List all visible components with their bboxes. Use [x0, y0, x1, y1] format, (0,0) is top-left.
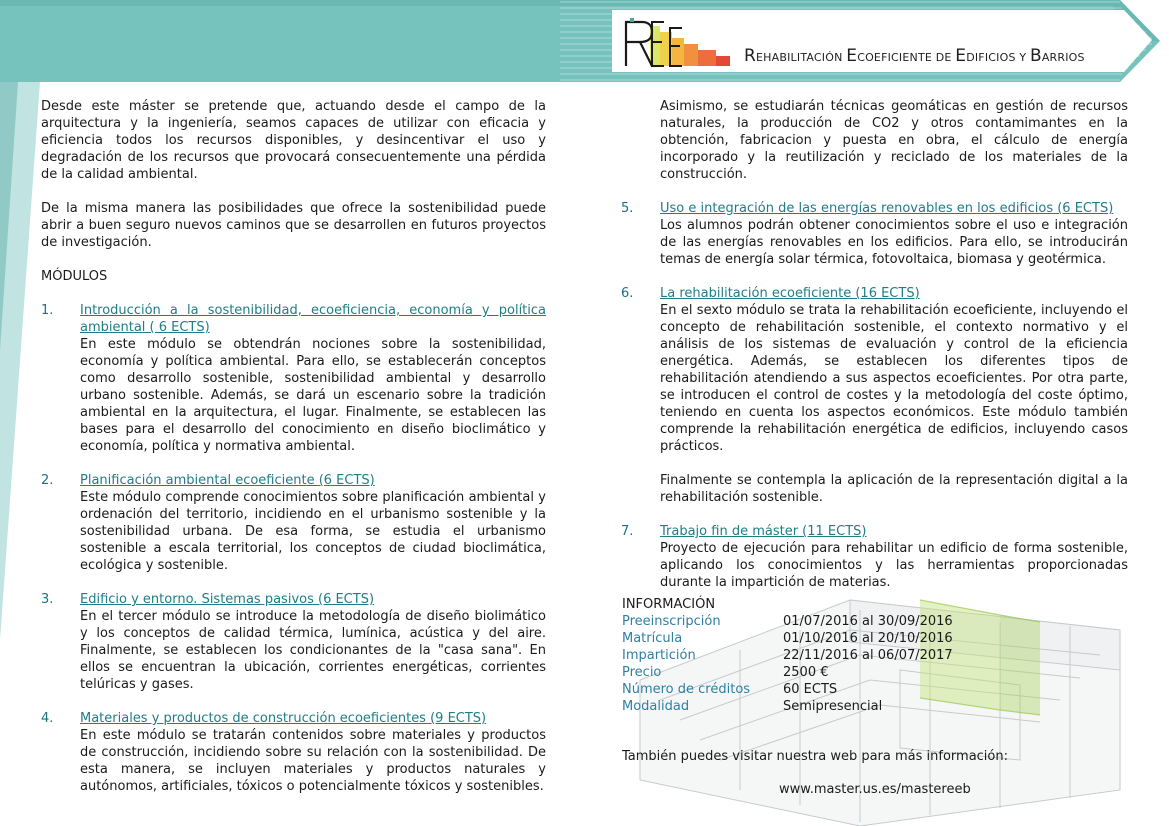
info-label: Modalidad — [622, 699, 690, 714]
module-number: 6. — [621, 286, 634, 301]
info-value: Semipresencial — [783, 699, 883, 714]
left-column — [41, 98, 546, 795]
module-description: Asimismo, se estudiarán técnicas geomáticas en gestión de recursos naturales, la producción de CO2 y otros contamimantes en la obtención, fabricacion y puesta en obra, el cálculo de energía incorporado y la reutilización y reciclado de los materiales de la construcción. — [660, 99, 1128, 182]
module-description: Los alumnos podrán obtener conocimientos sobre el uso e integración de las energías renovables en los edificios. Para ello, se introducirán temas de energía solar térmica, fotovoltaica, biomasa y geotérmica. — [660, 218, 1128, 267]
module-link[interactable]: La rehabilitación ecoeficiente (16 ECTS) — [660, 286, 920, 301]
module-link[interactable]: Introducción a la sostenibilidad, ecoeficiencia, economía y política ambiental ( 6 ECTS) — [80, 303, 546, 335]
module-number: 3. — [41, 592, 54, 607]
intro-paragraph: De la misma manera las posibilidades que ofrece la sostenibilidad puede abrir a buen seguro nuevos caminos que se desarrollen en futuros proyectos de investigación. — [41, 201, 546, 250]
module-item — [621, 200, 1128, 268]
module-item — [41, 591, 546, 693]
info-row — [622, 630, 953, 647]
module-number: 1. — [41, 303, 54, 318]
info-row — [622, 613, 953, 630]
info-value: 22/11/2016 al 06/07/2017 — [783, 648, 953, 663]
visit-text: También puedes visitar nuestra web para más información: — [622, 749, 1008, 764]
module-description: En este módulo se obtendrán nociones sobre la sostenibilidad, economía y política ambiental. Para ello, se establecerán conceptos como desarrollo sostenible, sostenibilidad ambiental y desarrollo urbano sostenible. Además, se dará un escenario sobre la tradición ambiental en la arquitectura, el lugar. Finalmente, se establecen las bases para el desarrollo del conocimiento en diseño bioclimático y economía, política y normativa ambiental. — [80, 337, 546, 454]
module-description: Proyecto de ejecución para rehabilitar un edificio de forma sostenible, aplicando los conocimientos y las herramientas proporcionadas durante la impartición de materias. — [660, 541, 1128, 590]
ree-logo — [624, 18, 734, 68]
header-title: REHABILITACIÓN ECOEFICIENTE DE EDIFICIOS Y BARRIOS — [744, 46, 1085, 66]
module-number: 7. — [621, 524, 634, 539]
module-item — [41, 302, 546, 455]
module-description: Finalmente se contempla la aplicación de la representación digital a la rehabilitación sostenible. — [660, 473, 1128, 505]
website-link[interactable]: www.master.us.es/mastereeb — [779, 782, 971, 797]
module-link[interactable]: Uso e integración de las energías renovables en los edificios (6 ECTS) — [660, 201, 1114, 216]
module-item — [41, 710, 546, 795]
info-value: 01/10/2016 al 20/10/2016 — [783, 631, 953, 646]
info-value: 01/07/2016 al 30/09/2016 — [783, 614, 953, 629]
info-block — [622, 596, 953, 715]
module-item — [621, 285, 1128, 506]
info-row — [622, 681, 953, 698]
intro-paragraph: Desde este máster se pretende que, actuando desde el campo de la arquitectura y la ingeniería, seamos capaces de utilizar con eficacia y eficiencia todos los recursos disponibles, y desincentivar el uso y degradación de los recursos que provocará consecuentemente una pérdida de la calidad ambiental. — [41, 99, 546, 182]
info-row — [622, 647, 953, 664]
info-label: Preeinscripción — [622, 614, 721, 629]
module-description: En este módulo se tratarán contenidos sobre materiales y productos de construcción, incidiendo sobre su relación con la sostenibilidad. De esta manera, se incluyen materiales y productos naturales y autónomos, artificiales, tóxicos o potencialmente tóxicos y sostenibles. — [80, 728, 546, 794]
module-number: 5. — [621, 201, 634, 216]
header-banner — [0, 0, 1169, 82]
module-link[interactable]: Trabajo fin de máster (11 ECTS) — [660, 524, 867, 539]
module-description: Este módulo comprende conocimientos sobre planificación ambiental y ordenación del territorio, incidiendo en el urbanismo sostenible y la sostenibilidad urbana. De esa forma, se estudia el urbanismo sostenible a escala territorial, los conceptos de ciudad bioclimática, ecológica y sostenible. — [80, 490, 546, 573]
info-value: 2500 € — [783, 665, 829, 680]
right-column — [621, 98, 1128, 591]
module-item — [41, 472, 546, 574]
left-decoration — [0, 0, 40, 826]
module-item — [621, 523, 1128, 591]
info-label: Número de créditos — [622, 682, 751, 697]
module-number: 4. — [41, 711, 54, 726]
info-row — [622, 698, 953, 715]
info-label: Impartición — [622, 648, 696, 663]
module-link[interactable]: Edificio y entorno. Sistemas pasivos (6 ECTS) — [80, 592, 375, 607]
module-description: En el sexto módulo se trata la rehabilitación ecoeficiente, incluyendo el concepto de rehabilitación sostenible, el contexto normativo y el análisis de los sistemas de evaluación y control de la eficiencia energética. Además, se establecen los diferentes tipos de rehabilitación atendiendo a sus aspectos ecoeficientes. Por otra parte, se introducen el control de costes y la metodología del coste óptimo, teniendo en cuenta los aspectos económicos. Este módulo también comprende la rehabilitación energética de edificios, incluyendo casos prácticos. — [660, 303, 1128, 454]
info-label: Matrícula — [622, 631, 683, 646]
info-value: 60 ECTS — [783, 682, 838, 697]
info-label: Precio — [622, 665, 662, 680]
module-number: 2. — [41, 473, 54, 488]
module-description: En el tercer módulo se introduce la metodología de diseño biolimático y los conceptos de calidad térmica, lumínica, acústica y del aire. Finalmente, se establecen los condicionantes de la "casa sana". En ellos se encuentran la ubicación, corrientes energéticas, corrientes telúricas y gases. — [80, 609, 546, 692]
module-link[interactable]: Materiales y productos de construcción ecoeficientes (9 ECTS) — [80, 711, 487, 726]
module-link[interactable]: Planificación ambiental ecoeficiente (6 ECTS) — [80, 473, 375, 488]
module-continuation — [621, 98, 1128, 183]
info-row — [622, 664, 953, 681]
info-title: INFORMACIÓN — [622, 597, 716, 612]
modules-heading: MÓDULOS — [41, 269, 108, 284]
